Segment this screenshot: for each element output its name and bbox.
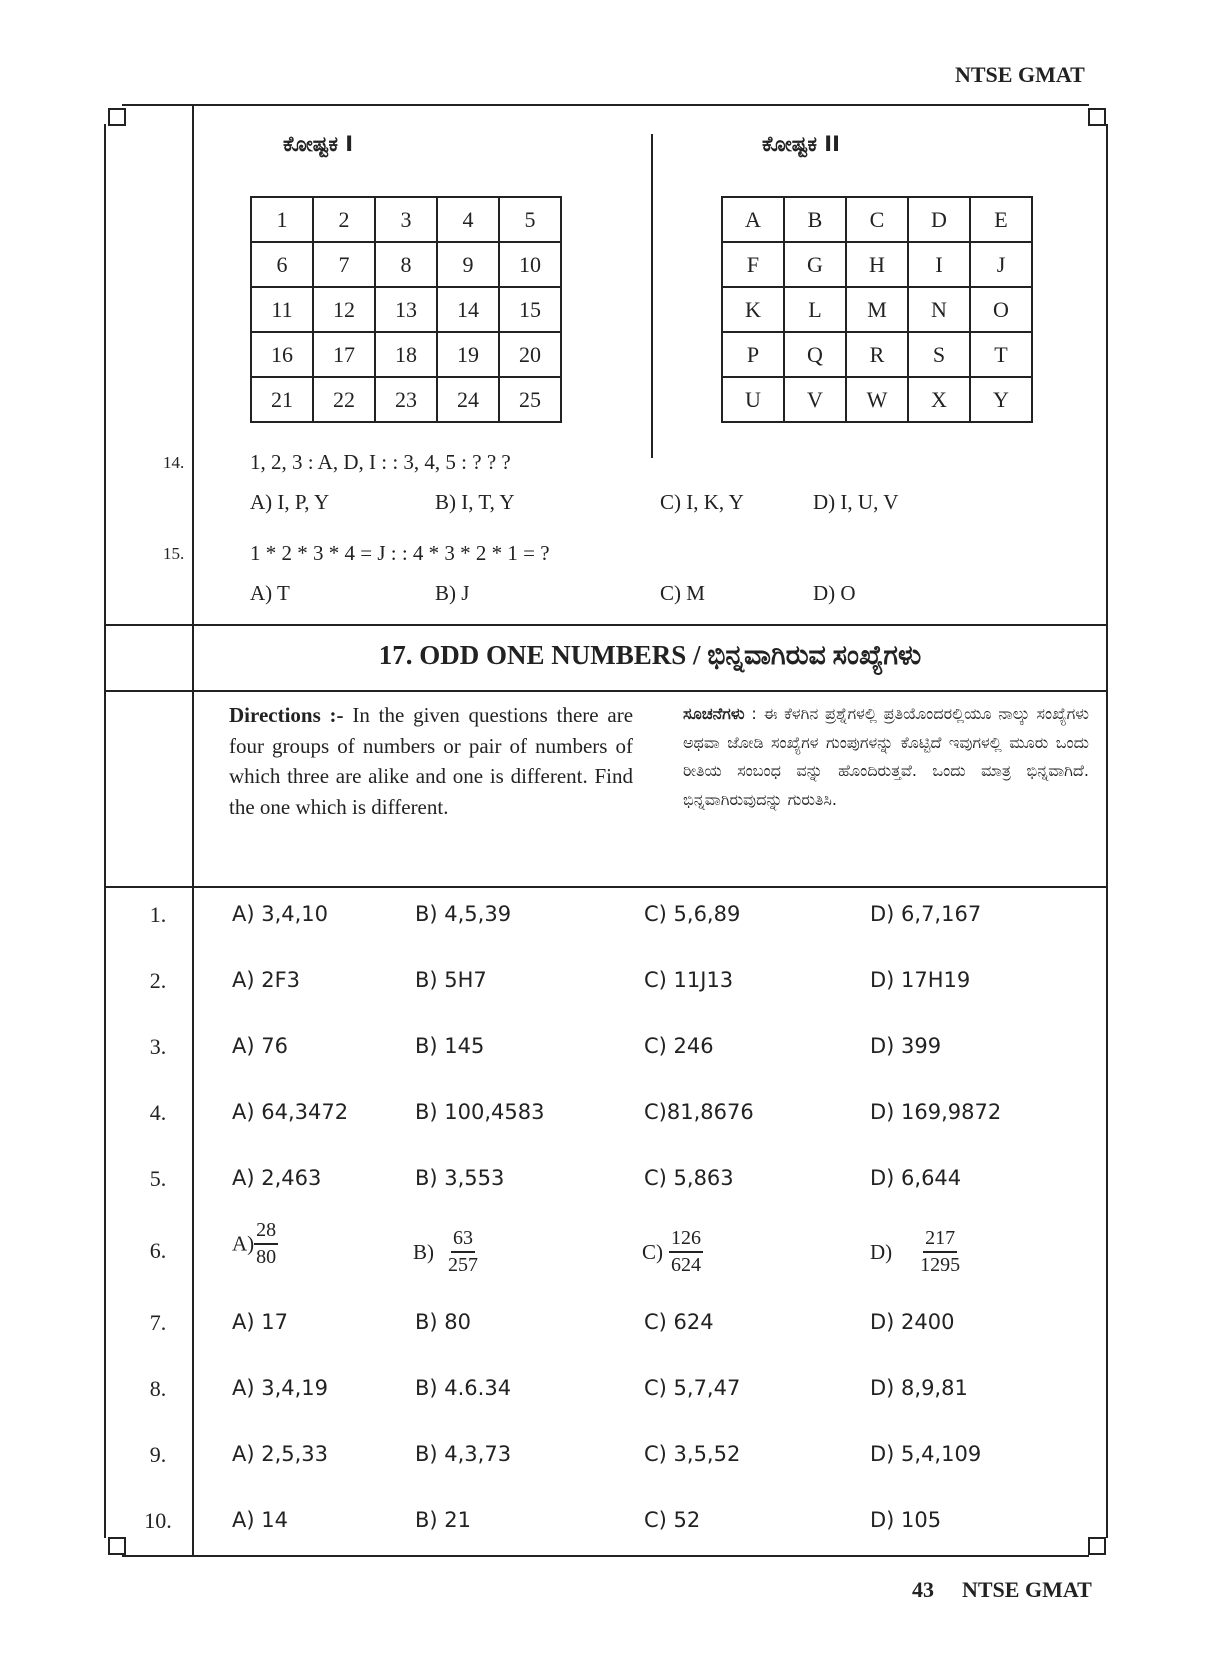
q2-option-d[interactable]: D) 17H19 [870, 968, 971, 992]
cell: 20 [499, 332, 561, 377]
cell: 6 [251, 242, 313, 287]
cell: Q [784, 332, 846, 377]
q6-option-d[interactable] [870, 1226, 960, 1278]
cell: 19 [437, 332, 499, 377]
q5-option-c[interactable]: C) 5,863 [644, 1166, 734, 1190]
option-label: C) [642, 1239, 663, 1264]
section-title: 17. ODD ONE NUMBERS / ಭಿನ್ನವಾಗಿರುವ ಸಂಖ್ಯೆಗಳು [378, 640, 922, 670]
question-number: 3. [149, 1034, 167, 1059]
header-title: NTSE GMAT [955, 62, 1085, 87]
cell: T [970, 332, 1032, 377]
cell: F [722, 242, 784, 287]
cell: 2 [313, 197, 375, 242]
table1-grid [250, 196, 562, 423]
q14-option-d[interactable]: D) I, U, V [813, 490, 899, 514]
cell: 5 [499, 197, 561, 242]
cell: E [970, 197, 1032, 242]
numerator: 126 [669, 1226, 703, 1253]
cell: 4 [437, 197, 499, 242]
option-label: D) [870, 1239, 893, 1264]
option-label: A) [232, 1231, 255, 1256]
option-label: B) [413, 1239, 434, 1264]
denominator: 80 [256, 1246, 277, 1268]
q3-option-d[interactable]: D) 399 [870, 1034, 942, 1058]
q9-option-a[interactable]: A) 2,5,33 [232, 1442, 329, 1466]
numerator: 63 [451, 1226, 475, 1253]
cell: N [908, 287, 970, 332]
q8-option-a[interactable]: A) 3,4,19 [232, 1376, 329, 1400]
cell: W [846, 377, 908, 422]
cell: D [908, 197, 970, 242]
cell: 16 [251, 332, 313, 377]
fraction [920, 1226, 960, 1278]
fraction [448, 1226, 478, 1278]
cell: 21 [251, 377, 313, 422]
q7-option-c[interactable]: C) 624 [644, 1310, 714, 1334]
q14-option-c[interactable]: C) I, K, Y [660, 490, 744, 514]
q14-number: 14. [163, 453, 185, 472]
cell: 8 [375, 242, 437, 287]
q9-option-d[interactable]: D) 5,4,109 [870, 1442, 982, 1466]
q14-option-a[interactable]: A) I, P, Y [250, 490, 330, 514]
q3-option-a[interactable]: A) 76 [232, 1034, 288, 1058]
cell: 10 [499, 242, 561, 287]
question-number: 9. [149, 1442, 167, 1467]
directions-text: In the given questions there are four groups of numbers or pair of numbers of which three are alike and one is different. Find the one which is different. [229, 703, 634, 819]
q15-option-c[interactable]: C) M [660, 581, 705, 605]
cell: 23 [375, 377, 437, 422]
numerator: 217 [923, 1226, 957, 1253]
numerator: 28 [254, 1218, 278, 1245]
cell: V [784, 377, 846, 422]
denominator: 257 [448, 1254, 478, 1276]
q6-option-a[interactable] [232, 1218, 278, 1270]
directions-label: Directions :- [229, 703, 344, 727]
cell: 17 [313, 332, 375, 377]
q2-option-b[interactable]: B) 5H7 [415, 968, 487, 992]
q3-option-b[interactable]: B) 145 [415, 1034, 485, 1058]
cell: O [970, 287, 1032, 332]
question-number: 2. [149, 968, 167, 993]
cell: 1 [251, 197, 313, 242]
q6-option-b[interactable] [413, 1226, 478, 1278]
q10-option-a[interactable]: A) 14 [232, 1508, 288, 1532]
cell: 18 [375, 332, 437, 377]
q15-number: 15. [163, 544, 185, 563]
question-number: 4. [149, 1100, 167, 1125]
cell: 13 [375, 287, 437, 332]
directions-kannada [683, 700, 1089, 814]
cell: 24 [437, 377, 499, 422]
cell: K [722, 287, 784, 332]
cell: 22 [313, 377, 375, 422]
directions-kn-label: ಸೂಚನೆಗಳು [683, 704, 745, 723]
q1-option-b[interactable]: B) 4,5,39 [415, 902, 512, 926]
question-number: 8. [149, 1376, 167, 1401]
q9-option-c[interactable]: C) 3,5,52 [644, 1442, 741, 1466]
cell: U [722, 377, 784, 422]
cell: 12 [313, 287, 375, 332]
q8-option-d[interactable]: D) 8,9,81 [870, 1376, 968, 1400]
q1-option-d[interactable]: D) 6,7,167 [870, 902, 982, 926]
cell: A [722, 197, 784, 242]
q7-option-d[interactable]: D) 2400 [870, 1310, 955, 1334]
q4-option-a[interactable]: A) 64,3472 [232, 1100, 349, 1124]
q4-option-c[interactable]: C)81,8676 [644, 1100, 754, 1124]
footer-title: NTSE GMAT [962, 1577, 1092, 1602]
cell: P [722, 332, 784, 377]
q9-option-b[interactable]: B) 4,3,73 [415, 1442, 512, 1466]
cell: R [846, 332, 908, 377]
q14-text: 1, 2, 3 : A, D, I : : 3, 4, 5 : ? ? ? [250, 450, 511, 474]
cell: 3 [375, 197, 437, 242]
q2-option-c[interactable]: C) 11J13 [644, 968, 734, 992]
q8-option-c[interactable]: C) 5,7,47 [644, 1376, 741, 1400]
table2-title: ಕೋಷ್ಟಕ II [762, 132, 840, 156]
q7-option-b[interactable]: B) 80 [415, 1310, 471, 1334]
q5-option-b[interactable]: B) 3,553 [415, 1166, 505, 1190]
q10-option-b[interactable]: B) 21 [415, 1508, 471, 1532]
cell: X [908, 377, 970, 422]
directions-kn-text: : ಈ ಕೆಳಗಿನ ಪ್ರಶ್ನೆಗಳಲ್ಲಿ ಪ್ರತಿಯೊಂದರಲ್ಲಿಯೂ ನಾಲ್ಕು ಸಂಖ್ಯೆಗಳು ಅಥವಾ ಜೋಡಿ ಸಂಖ್ಯೆಗಳ ಗುಂಪುಗಳನ್ನು ಕೊಟ್ಟಿದೆ ಇವುಗಳಲ್ಲಿ ಮೂರು ಒಂದು ರೀತಿಯ ಸಂಬಂಧ ವನ್ನು ಹೊಂದಿರುತ್ತವೆ. ಒಂದು ಮಾತ್ರ ಭಿನ್ನವಾಗಿದೆ. ಭಿನ್ನವಾಗಿರುವುದನ್ನು ಗುರುತಿಸಿ. [683, 704, 1089, 809]
cell: M [846, 287, 908, 332]
cell: I [908, 242, 970, 287]
cell: Y [970, 377, 1032, 422]
q10-option-c[interactable]: C) 52 [644, 1508, 701, 1532]
question-number: 5. [149, 1166, 167, 1191]
q1-option-a[interactable]: A) 3,4,10 [232, 902, 329, 926]
q15-option-d[interactable]: D) O [813, 581, 856, 605]
cell: L [784, 287, 846, 332]
cell: B [784, 197, 846, 242]
table2-grid [721, 196, 1033, 423]
cell: 7 [313, 242, 375, 287]
directions-english [229, 700, 633, 822]
q15-text: 1 * 2 * 3 * 4 = J : : 4 * 3 * 2 * 1 = ? [250, 541, 550, 565]
cell: J [970, 242, 1032, 287]
q15-option-a[interactable]: A) T [250, 581, 290, 605]
page-number: 43 [912, 1577, 934, 1602]
q5-option-a[interactable]: A) 2,463 [232, 1166, 322, 1190]
denominator: 624 [671, 1254, 701, 1276]
cell: 9 [437, 242, 499, 287]
q8-option-b[interactable]: B) 4.6.34 [415, 1376, 512, 1400]
cell: 14 [437, 287, 499, 332]
cell: 11 [251, 287, 313, 332]
question-number: 10. [144, 1508, 172, 1533]
cell: C [846, 197, 908, 242]
cell: H [846, 242, 908, 287]
q3-option-c[interactable]: C) 246 [644, 1034, 714, 1058]
q15-option-b[interactable]: B) J [435, 581, 470, 605]
cell: S [908, 332, 970, 377]
question-number: 7. [149, 1310, 167, 1335]
q5-option-d[interactable]: D) 6,644 [870, 1166, 962, 1190]
question-number: 1. [149, 902, 167, 927]
cell: 15 [499, 287, 561, 332]
q14-option-b[interactable]: B) I, T, Y [435, 490, 515, 514]
cell: 25 [499, 377, 561, 422]
q6-option-c[interactable] [642, 1226, 703, 1278]
q4-option-d[interactable]: D) 169,9872 [870, 1100, 1002, 1124]
q1-option-c[interactable]: C) 5,6,89 [644, 902, 741, 926]
table1-title: ಕೋಷ್ಟಕ I [283, 132, 354, 156]
q10-option-d[interactable]: D) 105 [870, 1508, 942, 1532]
question-number: 6. [149, 1238, 167, 1263]
fraction [254, 1218, 278, 1270]
q7-option-a[interactable]: A) 17 [232, 1310, 288, 1334]
q2-option-a[interactable]: A) 2F3 [232, 968, 301, 992]
fraction [669, 1226, 703, 1278]
cell: G [784, 242, 846, 287]
denominator: 1295 [920, 1254, 961, 1276]
q4-option-b[interactable]: B) 100,4583 [415, 1100, 545, 1124]
